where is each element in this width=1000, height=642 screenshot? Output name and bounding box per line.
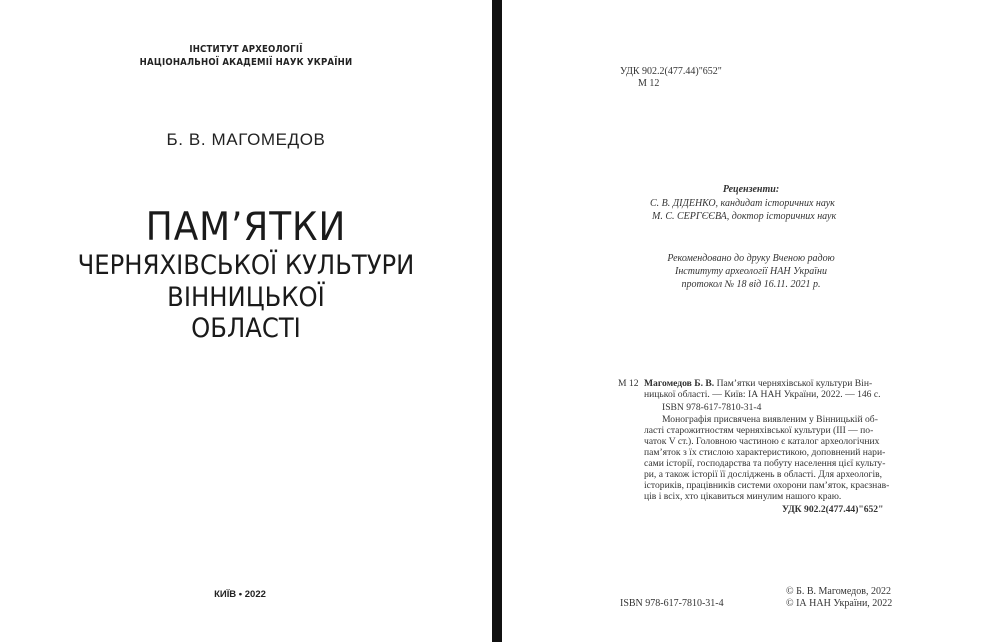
copyright-author: © Б. В. Магомедов, 2022 bbox=[786, 586, 891, 597]
abstract-line-1: Монографія присвячена виявленим у Вінницькій об- bbox=[662, 414, 878, 425]
abstract-line-2: ласті старожитностям черняхівської культури (ІІІ — по- bbox=[644, 425, 874, 436]
copyright-institute: © ІА НАН України, 2022 bbox=[786, 598, 893, 609]
abstract-line-6: ри, а також історії її досліджень в області. Для археологів, bbox=[644, 469, 883, 480]
biblio-author: Магомедов Б. В. bbox=[644, 378, 715, 389]
book-title-line-4: ОБЛАСТІ bbox=[191, 313, 301, 344]
biblio-title-rest: Пам’ятки черняхівської культури Він- bbox=[716, 378, 873, 389]
bibliographic-entry-line-1 bbox=[644, 378, 872, 389]
abstract-line-3: чаток V ст.). Головною частиною є каталог археологічних bbox=[644, 436, 880, 447]
isbn-bottom: ISBN 978-617-7810-31-4 bbox=[620, 598, 724, 609]
bibliographic-entry-line-2: ницької області. — Київ: ІА НАН України, 2022. — 146 с. bbox=[644, 389, 881, 400]
reviewer-2: М. С. СЕРГЄЄВА, доктор історичних наук bbox=[652, 211, 837, 222]
m12-code-side: М 12 bbox=[618, 378, 639, 389]
abstract-line-8: ців і всіх, хто цікавиться минулим нашого краю. bbox=[644, 491, 842, 502]
udk-code-top: УДК 902.2(477.44)"652" bbox=[620, 66, 722, 77]
abstract-line-5: сами історії, господарства та побуту населення цієї культу- bbox=[644, 458, 886, 469]
recommended-line-2: Інституту археології НАН України bbox=[675, 266, 827, 277]
reviewers-heading: Рецензенти: bbox=[722, 184, 780, 195]
book-title-line-2: ЧЕРНЯХІВСЬКОЇ КУЛЬТУРИ bbox=[77, 250, 415, 281]
city-year: КИЇВ • 2022 bbox=[214, 589, 266, 600]
author-name: Б. В. МАГОМЕДОВ bbox=[166, 130, 326, 149]
institute-line-1: ІНСТИТУТ АРХЕОЛОГІЇ bbox=[189, 44, 303, 55]
recommended-line-1: Рекомендовано до друку Вченою радою bbox=[667, 253, 835, 264]
m12-code-top: М 12 bbox=[638, 78, 660, 89]
abstract-line-7: істориків, працівників системи охорони пам’яток, краєзнав- bbox=[644, 480, 890, 491]
book-spine-divider bbox=[492, 0, 502, 642]
recommended-line-3: протокол № 18 від 16.11. 2021 р. bbox=[681, 279, 821, 290]
reviewer-1: С. В. ДІДЕНКО, кандидат історичних наук bbox=[650, 198, 835, 209]
book-title-line-3: ВІННИЦЬКОЇ bbox=[167, 282, 325, 313]
institute-line-2: НАЦІОНАЛЬНОЇ АКАДЕМІЇ НАУК УКРАЇНИ bbox=[139, 57, 353, 68]
isbn-inline: ISBN 978-617-7810-31-4 bbox=[662, 402, 762, 413]
abstract-line-4: пам’яток з їх стислою характеристикою, доповнений нари- bbox=[644, 447, 886, 458]
udk-code-bottom: УДК 902.2(477.44)"652" bbox=[782, 504, 884, 515]
left-page-title bbox=[0, 0, 492, 642]
right-page-imprint bbox=[502, 0, 1000, 642]
book-title-line-1: ПАМ’ЯТКИ bbox=[145, 205, 347, 250]
